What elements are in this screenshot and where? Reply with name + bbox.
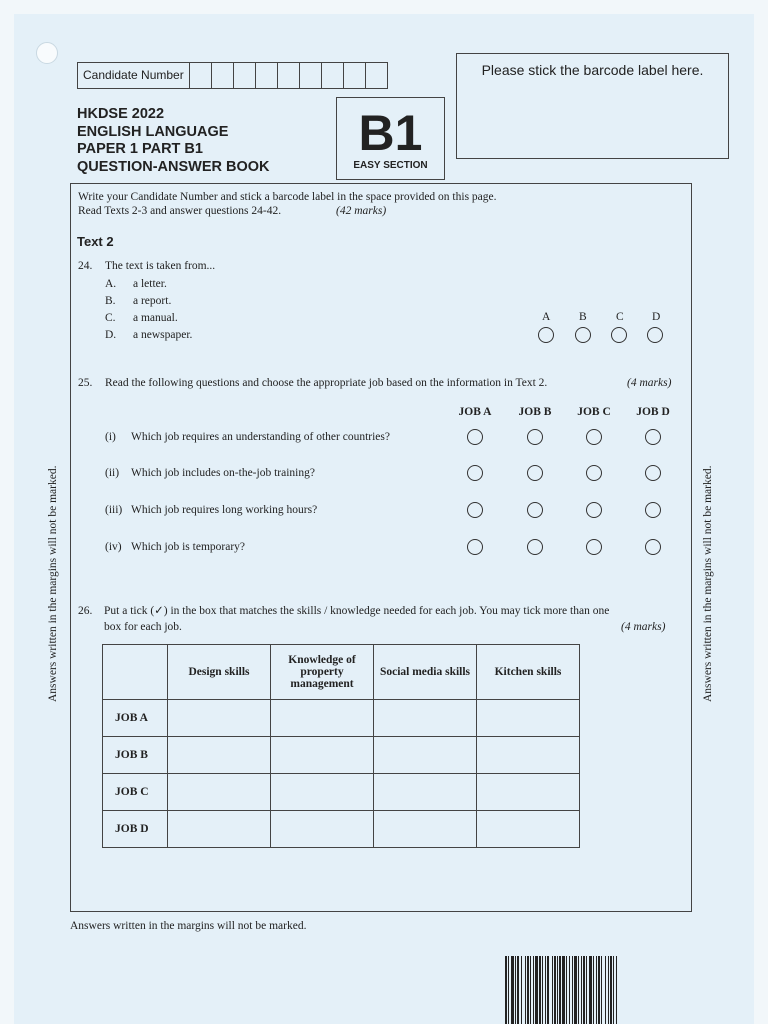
digit-box[interactable] bbox=[366, 63, 387, 88]
answer-bubble[interactable] bbox=[467, 539, 483, 555]
tick-box[interactable] bbox=[271, 774, 374, 811]
item-number: (i) bbox=[105, 431, 116, 443]
answer-bubble[interactable] bbox=[586, 429, 602, 445]
option-text: a manual. bbox=[133, 312, 178, 324]
option-letter: C. bbox=[105, 312, 116, 324]
item-number: (iii) bbox=[105, 504, 123, 516]
section-code: B1 bbox=[358, 105, 423, 161]
question-number: 24. bbox=[78, 260, 93, 272]
item-number: (iv) bbox=[105, 541, 122, 553]
option-letter: B. bbox=[105, 295, 116, 307]
question-stem: box for each job. bbox=[104, 621, 182, 633]
tick-box[interactable] bbox=[168, 774, 271, 811]
tick-box[interactable] bbox=[374, 700, 477, 737]
digit-box[interactable] bbox=[190, 63, 212, 88]
tick-box[interactable] bbox=[168, 737, 271, 774]
row-header: JOB C bbox=[103, 774, 168, 811]
row-header: JOB B bbox=[103, 737, 168, 774]
bubble-label: D bbox=[652, 311, 661, 323]
answer-bubble-d[interactable] bbox=[647, 327, 663, 343]
digit-box[interactable] bbox=[234, 63, 256, 88]
digit-box[interactable] bbox=[322, 63, 344, 88]
column-header: JOB C bbox=[577, 406, 611, 418]
total-marks: (42 marks) bbox=[336, 205, 387, 217]
column-header: Kitchen skills bbox=[477, 645, 580, 700]
answer-bubble[interactable] bbox=[645, 539, 661, 555]
section-badge bbox=[336, 97, 445, 180]
question-marks: (4 marks) bbox=[627, 377, 672, 389]
tick-box[interactable] bbox=[168, 700, 271, 737]
barcode-label-area[interactable] bbox=[456, 53, 729, 159]
answer-bubble[interactable] bbox=[467, 465, 483, 481]
answer-bubble[interactable] bbox=[527, 465, 543, 481]
tick-box[interactable] bbox=[271, 737, 374, 774]
option-text: a letter. bbox=[133, 278, 167, 290]
tick-box[interactable] bbox=[374, 737, 477, 774]
option-text: a newspaper. bbox=[133, 329, 193, 341]
paper-title bbox=[77, 106, 270, 176]
digit-box[interactable] bbox=[256, 63, 278, 88]
text-heading: Text 2 bbox=[77, 234, 114, 249]
answer-bubble[interactable] bbox=[645, 465, 661, 481]
column-header: Knowledge of property management bbox=[271, 645, 374, 700]
option-text: a report. bbox=[133, 295, 172, 307]
answer-bubble[interactable] bbox=[527, 429, 543, 445]
candidate-number-label: Candidate Number bbox=[78, 63, 190, 88]
bubble-label: A bbox=[542, 311, 551, 323]
margin-note-bottom: Answers written in the margins will not be marked. bbox=[70, 920, 307, 932]
column-header: JOB A bbox=[458, 406, 492, 418]
title-line: ENGLISH LANGUAGE bbox=[77, 123, 229, 140]
answer-bubble[interactable] bbox=[586, 539, 602, 555]
candidate-number-field[interactable] bbox=[77, 62, 388, 89]
digit-box[interactable] bbox=[212, 63, 234, 88]
skills-table bbox=[102, 644, 580, 848]
title-line: PAPER 1 PART B1 bbox=[77, 141, 203, 157]
tick-box[interactable] bbox=[477, 737, 580, 774]
item-text: Which job requires an understanding of other countries? bbox=[131, 431, 390, 443]
answer-bubble[interactable] bbox=[527, 539, 543, 555]
item-text: Which job requires long working hours? bbox=[131, 504, 318, 516]
tick-box[interactable] bbox=[168, 811, 271, 848]
title-line: HKDSE 2022 bbox=[77, 106, 165, 122]
title-line: QUESTION-ANSWER BOOK bbox=[77, 158, 270, 175]
tick-box[interactable] bbox=[374, 811, 477, 848]
digit-box[interactable] bbox=[300, 63, 322, 88]
question-number: 26. bbox=[78, 605, 93, 617]
digit-box[interactable] bbox=[278, 63, 300, 88]
answer-bubble-a[interactable] bbox=[538, 327, 554, 343]
item-text: Which job includes on-the-job training? bbox=[131, 467, 315, 479]
barcode-label-text: Please stick the barcode label here. bbox=[481, 62, 704, 78]
column-header: JOB D bbox=[636, 406, 670, 418]
tick-box[interactable] bbox=[477, 774, 580, 811]
question-marks: (4 marks) bbox=[621, 621, 666, 633]
margin-note-right: Answers written in the margins will not be marked. bbox=[702, 465, 714, 702]
column-header: Social media skills bbox=[374, 645, 477, 700]
answer-bubble-c[interactable] bbox=[611, 327, 627, 343]
tick-box[interactable] bbox=[374, 774, 477, 811]
option-letter: A. bbox=[105, 278, 117, 290]
tick-box[interactable] bbox=[477, 811, 580, 848]
question-stem: Read the following questions and choose the appropriate job based on the information in Text 2. bbox=[105, 377, 548, 389]
item-text: Which job is temporary? bbox=[131, 541, 246, 553]
instruction-line: Read Texts 2-3 and answer questions 24-42. bbox=[78, 205, 282, 217]
row-header: JOB A bbox=[103, 700, 168, 737]
digit-box[interactable] bbox=[344, 63, 366, 88]
bubble-label: C bbox=[616, 311, 624, 323]
corner-cell bbox=[103, 645, 168, 700]
answer-bubble-b[interactable] bbox=[575, 327, 591, 343]
answer-bubble[interactable] bbox=[586, 502, 602, 518]
tick-box[interactable] bbox=[477, 700, 580, 737]
question-number: 25. bbox=[78, 377, 93, 389]
column-header: JOB B bbox=[518, 406, 552, 418]
question-stem: The text is taken from... bbox=[105, 260, 216, 272]
barcode bbox=[505, 956, 727, 1024]
punch-hole bbox=[36, 42, 58, 64]
answer-bubble[interactable] bbox=[527, 502, 543, 518]
bubble-label: B bbox=[579, 311, 587, 323]
item-number: (ii) bbox=[105, 467, 120, 479]
question-stem: Put a tick (✓) in the box that matches the skills / knowledge needed for each job. You may tick more than one bbox=[104, 605, 610, 617]
margin-note-left: Answers written in the margins will not be marked. bbox=[47, 465, 59, 702]
row-header: JOB D bbox=[103, 811, 168, 848]
section-name: EASY SECTION bbox=[353, 160, 428, 171]
answer-bubble[interactable] bbox=[467, 429, 483, 445]
tick-box[interactable] bbox=[271, 811, 374, 848]
instruction-line: Write your Candidate Number and stick a barcode label in the space provided on this page. bbox=[78, 191, 497, 203]
answer-bubble[interactable] bbox=[645, 429, 661, 445]
answer-bubble[interactable] bbox=[467, 502, 483, 518]
option-letter: D. bbox=[105, 329, 117, 341]
tick-box[interactable] bbox=[271, 700, 374, 737]
answer-bubble[interactable] bbox=[645, 502, 661, 518]
column-header: Design skills bbox=[168, 645, 271, 700]
answer-bubble[interactable] bbox=[586, 465, 602, 481]
